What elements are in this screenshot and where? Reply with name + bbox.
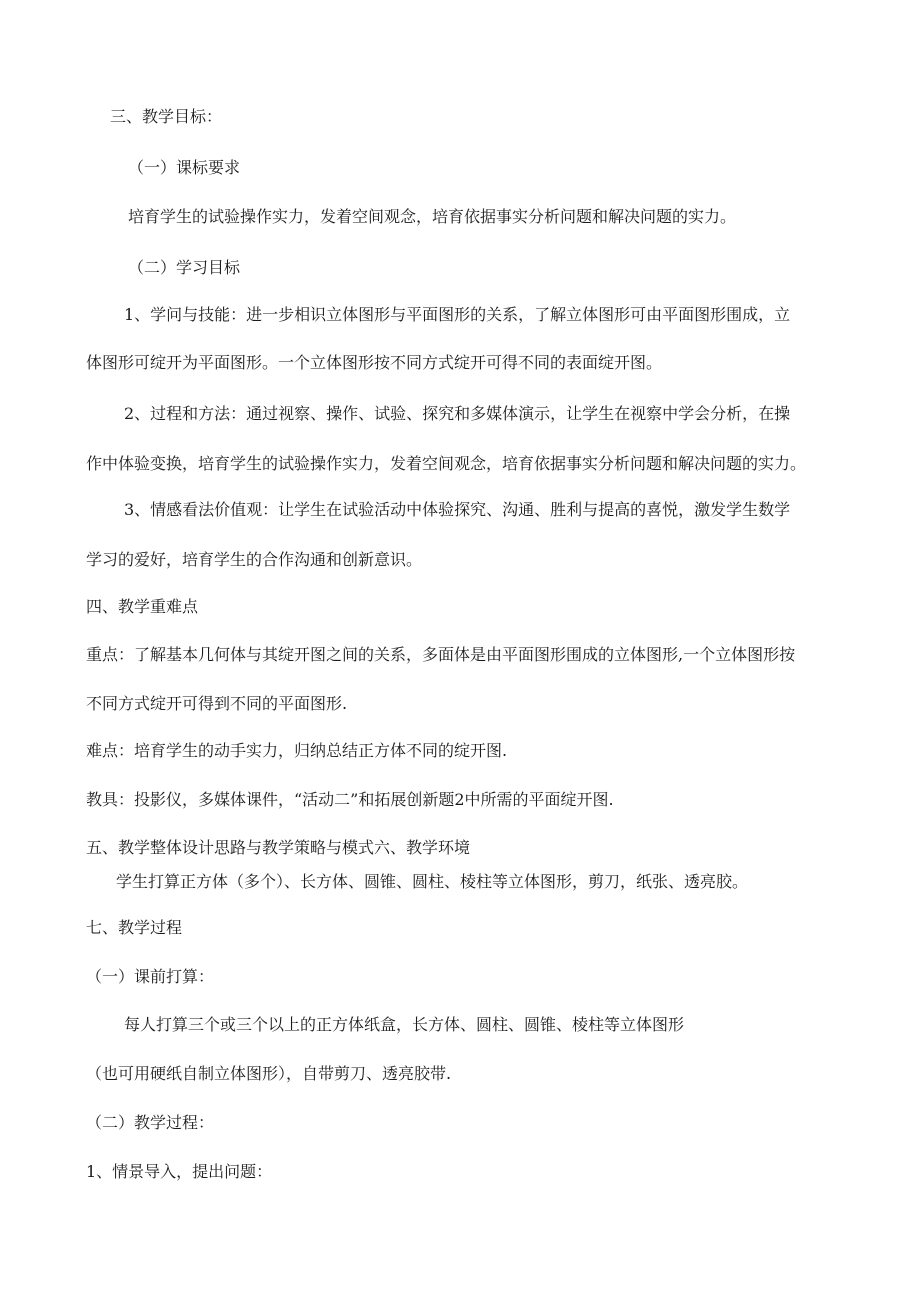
- goal-2-line-1: 2、过程和方法：通过视察、操作、试验、探究和多媒体演示，让学生在视察中学会分析，在操: [124, 404, 791, 423]
- subsection-learning-goals-heading: （二）学习目标: [128, 258, 241, 277]
- section-5-6-heading: 五、教学整体设计思路与教学策略与模式六、教学环境: [86, 838, 471, 857]
- pre-class-heading: （一）课前打算：: [86, 967, 215, 986]
- goal-1-line-2: 体图形可绽开为平面图形。一个立体图形按不同方式绽开可得不同的表面绽开图。: [86, 353, 663, 372]
- prep-line-1: 每人打算三个或三个以上的正方体纸盒，长方体、圆柱、圆锥、棱柱等立体图形: [124, 1015, 685, 1034]
- curriculum-text: 培育学生的试验操作实力，发着空间观念，培育依据事实分析问题和解决问题的实力。: [128, 207, 737, 226]
- difficult-point: 难点：培育学生的动手实力，归纳总结正方体不同的绽开图.: [86, 741, 508, 760]
- environment-text: 学生打算正方体（多个）、长方体、圆锥、圆柱、棱柱等立体图形，剪刀，纸张、透亮胶。: [116, 872, 749, 891]
- section-7-heading: 七、教学过程: [86, 918, 183, 937]
- goal-3-line-2: 学习的爱好，培育学生的合作沟通和创新意识。: [86, 550, 423, 569]
- teaching-process-heading: （二）教学过程：: [86, 1113, 215, 1132]
- section-3-heading: 三、教学目标：: [110, 107, 223, 126]
- key-point-line-2: 不同方式绽开可得到不同的平面图形.: [86, 694, 348, 713]
- section-4-heading: 四、教学重难点: [86, 597, 199, 616]
- prep-line-2: （也可用硬纸自制立体图形），自带剪刀、透亮胶带.: [86, 1064, 452, 1083]
- key-point-line-1: 重点：了解基本几何体与其绽开图之间的关系，多面体是由平面图形围成的立体图形,一个立体图形按: [86, 645, 796, 664]
- goal-2-line-2: 作中体验变换，培育学生的试验操作实力，发着空间观念，培育依据事实分析问题和解决问题的实力。: [86, 454, 807, 473]
- subsection-curriculum-heading: （一）课标要求: [128, 158, 241, 177]
- step-1-heading: 1、情景导入，提出问题：: [86, 1162, 273, 1181]
- teaching-tools: 教具：投影仪，多媒体课件，“活动二”和拓展创新题2中所需的平面绽开图.: [86, 790, 614, 809]
- goal-1-line-1: 1、学问与技能：进一步相识立体图形与平面图形的关系，了解立体图形可由平面图形围成，立: [124, 305, 791, 324]
- goal-3-line-1: 3、情感看法价值观：让学生在试验活动中体验探究、沟通、胜利与提高的喜悦，激发学生数学: [124, 500, 791, 519]
